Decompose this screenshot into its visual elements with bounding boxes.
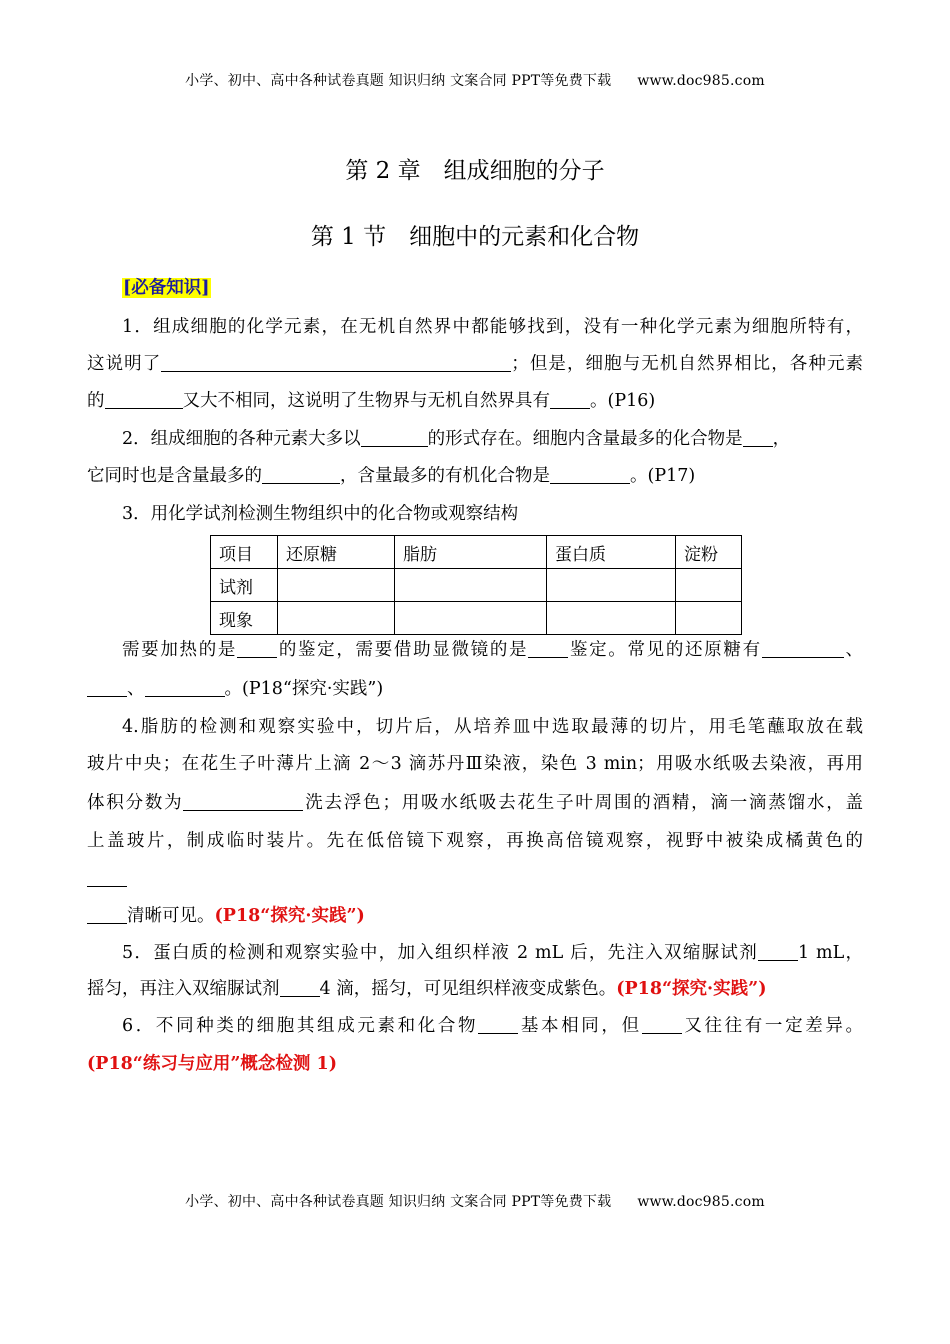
footer-text: 小学、初中、高中各种试卷真题 知识归纳 文案合同 PPT等免费下载 — [185, 1194, 612, 1210]
header-url[interactable]: www.doc985.com — [637, 73, 765, 89]
q6-line2: (P18“练习与应用”概念检测 1) — [87, 1054, 337, 1074]
table-cell: 还原糖 — [278, 536, 395, 569]
blank[interactable] — [478, 1015, 518, 1034]
table-cell[interactable] — [278, 602, 395, 635]
q6-line1: 6．不同种类的细胞其组成元素和化合物 基本相同，但 又往往有一定差异。 — [122, 1016, 864, 1036]
table-cell: 淀粉 — [676, 536, 742, 569]
table-cell[interactable] — [547, 602, 676, 635]
q3-line3: 、 。(P18“探究·实践”) — [87, 671, 863, 708]
q4-line6: 清晰可见。(P18“探究·实践”) — [87, 898, 863, 935]
table-cell: 脂肪 — [395, 536, 547, 569]
table-cell: 蛋白质 — [547, 536, 676, 569]
blank[interactable] — [280, 978, 320, 997]
blank[interactable] — [642, 1015, 682, 1034]
table-cell[interactable] — [395, 602, 547, 635]
table-row — [211, 602, 742, 635]
header-text: 小学、初中、高中各种试卷真题 知识归纳 文案合同 PPT等免费下载 — [185, 73, 612, 89]
table-header-row — [211, 536, 742, 569]
blank[interactable] — [361, 428, 428, 447]
blank[interactable] — [87, 678, 127, 697]
q4-line3: 体积分数为 洗去浮色；用吸水纸吸去花生子叶周围的酒精，滴一滴蒸馏水，盖 — [87, 793, 864, 813]
table-cell: 试剂 — [211, 569, 278, 602]
blank[interactable] — [528, 639, 568, 658]
blank[interactable] — [87, 868, 127, 887]
q1-line3: 的 又大不相同，这说明了生物界与无机自然界具有 。(P16) — [87, 391, 656, 411]
blank[interactable] — [262, 465, 340, 484]
q4-line5 — [87, 861, 863, 898]
blank[interactable] — [762, 639, 844, 658]
page-header — [0, 70, 950, 90]
blank[interactable] — [758, 942, 798, 961]
q2-line2: 它同时也是含量最多的 ，含量最多的有机化合物是 。(P17) — [87, 466, 696, 486]
table-cell[interactable] — [547, 569, 676, 602]
blank[interactable] — [105, 390, 183, 409]
blank[interactable] — [237, 639, 277, 658]
blank[interactable] — [743, 428, 773, 447]
page-footer — [0, 1191, 950, 1211]
q5-line1: 5．蛋白质的检测和观察实验中，加入组织样液 2 mL 后，先注入双缩脲试剂 1 mL， — [122, 943, 863, 963]
q5-line2: 摇匀，再注入双缩脲试剂 4 滴，摇匀，可见组织样液变成紫色。(P18“探究·实践”) — [87, 979, 767, 999]
blank[interactable] — [161, 353, 511, 372]
section-title: 第 1 节 细胞中的元素和化合物 — [310, 224, 640, 250]
blank[interactable] — [550, 465, 630, 484]
q3-line1: 3．用化学试剂检测生物组织中的化合物或观察结构 — [122, 504, 519, 524]
q4-line1: 4.脂肪的检测和观察实验中，切片后，从培养皿中选取最薄的切片，用毛笔蘸取放在载 — [122, 717, 863, 737]
table-cell: 项目 — [211, 536, 278, 569]
q1-line1: 1．组成细胞的化学元素，在无机自然界中都能够找到，没有一种化学元素为细胞所特有， — [122, 317, 863, 337]
table-cell[interactable] — [676, 602, 742, 635]
table-cell[interactable] — [278, 569, 395, 602]
blank[interactable] — [145, 678, 225, 697]
table-row — [211, 569, 742, 602]
table-cell[interactable] — [676, 569, 742, 602]
q4-line4: 上盖玻片，制成临时装片。先在低倍镜下观察，再换高倍镜观察，视野中被染成橘黄色的 — [87, 831, 863, 851]
q4-line2: 玻片中央；在花生子叶薄片上滴 2～3 滴苏丹Ⅲ染液，染色 3 min；用吸水纸吸去染液，再用 — [87, 754, 863, 774]
required-knowledge-tag: [必备知识] — [123, 278, 210, 298]
chapter-title: 第 2 章 组成细胞的分子 — [345, 158, 605, 184]
q1-line2: 这说明了 ；但是，细胞与无机自然界相比，各种元素 — [87, 354, 864, 374]
blank[interactable] — [87, 905, 127, 924]
table-cell: 现象 — [211, 602, 278, 635]
table-cell[interactable] — [395, 569, 547, 602]
blank[interactable] — [550, 390, 590, 409]
footer-url[interactable]: www.doc985.com — [637, 1194, 765, 1210]
reagent-table — [210, 535, 742, 635]
q2-line1: 2．组成细胞的各种元素大多以 的形式存在。细胞内含量最多的化合物是 ， — [122, 429, 791, 449]
q3-line2: 需要加热的是 的鉴定，需要借助显微镜的是 鉴定。常见的还原糖有 、 — [122, 640, 863, 660]
blank[interactable] — [183, 792, 303, 811]
